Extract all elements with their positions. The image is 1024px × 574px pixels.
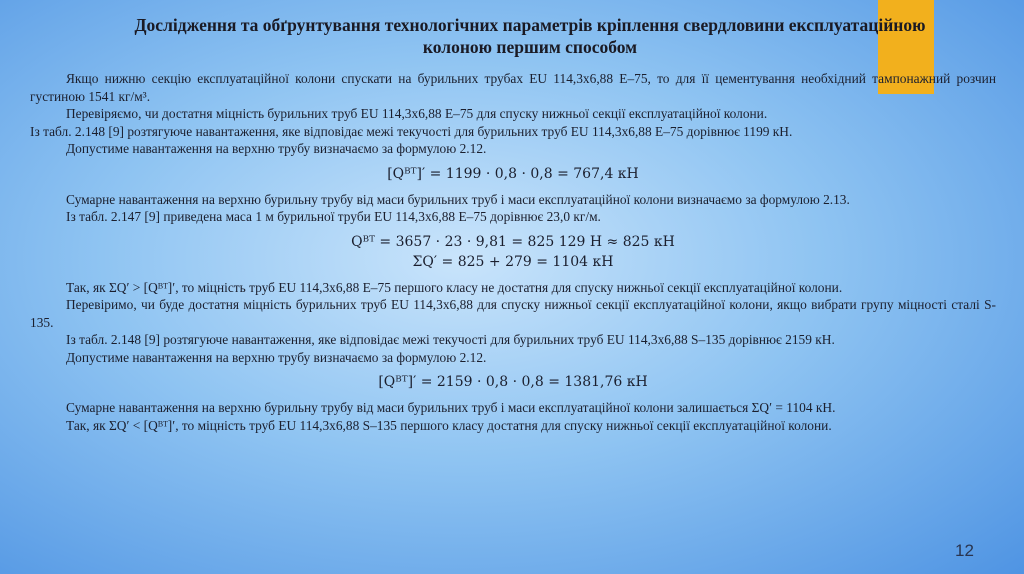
paragraph-11: Сумарне навантаження на верхню бурильну трубу від маси бурильних труб і маси експлуатаційної колони залишається ΣQ′ = 1104 кН. bbox=[66, 400, 836, 415]
paragraph-7: Так, як ΣQ′ > [Qᴮᵀ]′, то міцність труб EU 114,3х6,88 Е–75 першого класу не достатня для спуску нижньої секції експлуатаційної колони. bbox=[66, 279, 843, 295]
slide-content bbox=[30, 70, 996, 434]
slide-title bbox=[60, 14, 1000, 58]
formula-1-line: [Qᴮᵀ]′ = 1199 · 0,8 · 0,8 = 767,4 кН bbox=[387, 165, 639, 182]
slide-number: 12 bbox=[955, 541, 974, 560]
paragraph-4: Допустиме навантаження на верхню трубу визначаємо за формулою 2.12. bbox=[66, 141, 487, 156]
slide-title-line-2: колоною першим способом bbox=[422, 37, 638, 57]
formula-2 bbox=[30, 232, 996, 272]
paragraph-8: Перевіримо, чи буде достатня міцність бурильних труб EU 114,3х6,88 для спуску нижньої секції експлуатаційної колони, якщо вибрати групу міцності сталі S-135. bbox=[30, 297, 996, 330]
paragraph-10: Допустиме навантаження на верхню трубу визначаємо за формулою 2.12. bbox=[66, 349, 487, 365]
slide-title-line-1: Дослідження та обґрунтування технологічних параметрів кріплення свердловини експлуатаційною bbox=[134, 15, 926, 35]
formula-3-line: [Qᴮᵀ]′ = 2159 · 0,8 · 0,8 = 1381,76 кН bbox=[378, 374, 648, 390]
paragraph-6: Із табл. 2.147 [9] приведена маса 1 м бурильної труби EU 114,3х6,88 Е–75 дорівнює 23,0 кг/м. bbox=[66, 209, 601, 224]
paragraph-9: Із табл. 2.148 [9] розтягуюче навантаження, яке відповідає межі текучості для бурильних труб EU 114,3х6,88 S–135 дорівнює 2159 кН. bbox=[66, 332, 835, 347]
formula-3 bbox=[30, 372, 996, 392]
formula-2-line-1: Qᴮᵀ = 3657 · 23 · 9,81 = 825 129 Н ≈ 825 кН bbox=[351, 233, 675, 250]
paragraph-1: Якщо нижню секцію експлуатаційної колони спускати на бурильних трубах EU 114,3х6,88 Е–75, то для її цементування необхідний тампонажний розчин густиною 1541 кг/м³. bbox=[30, 71, 996, 104]
formula-2-line-2: ΣQ′ = 825 + 279 = 1104 кН bbox=[412, 253, 614, 270]
paragraph-3: Із табл. 2.148 [9] розтягуюче навантаження, яке відповідає межі текучості для бурильних труб EU 114,3х6,88 Е–75 дорівнює 1199 кН. bbox=[30, 123, 793, 139]
paragraph-5: Сумарне навантаження на верхню бурильну трубу від маси бурильних труб і маси експлуатаційної колони визначаємо за формулою 2.13. bbox=[66, 191, 850, 207]
paragraph-12: Так, як ΣQ′ < [Qᴮᵀ]′, то міцність труб EU 114,3х6,88 S–135 першого класу достатня для спуску нижньої секції експлуатаційної колони. bbox=[66, 417, 832, 433]
formula-1 bbox=[30, 164, 996, 184]
paragraph-2: Перевіряємо, чи достатня міцність бурильних труб EU 114,3х6,88 Е–75 для спуску нижньої секції експлуатаційної колони. bbox=[66, 106, 768, 121]
